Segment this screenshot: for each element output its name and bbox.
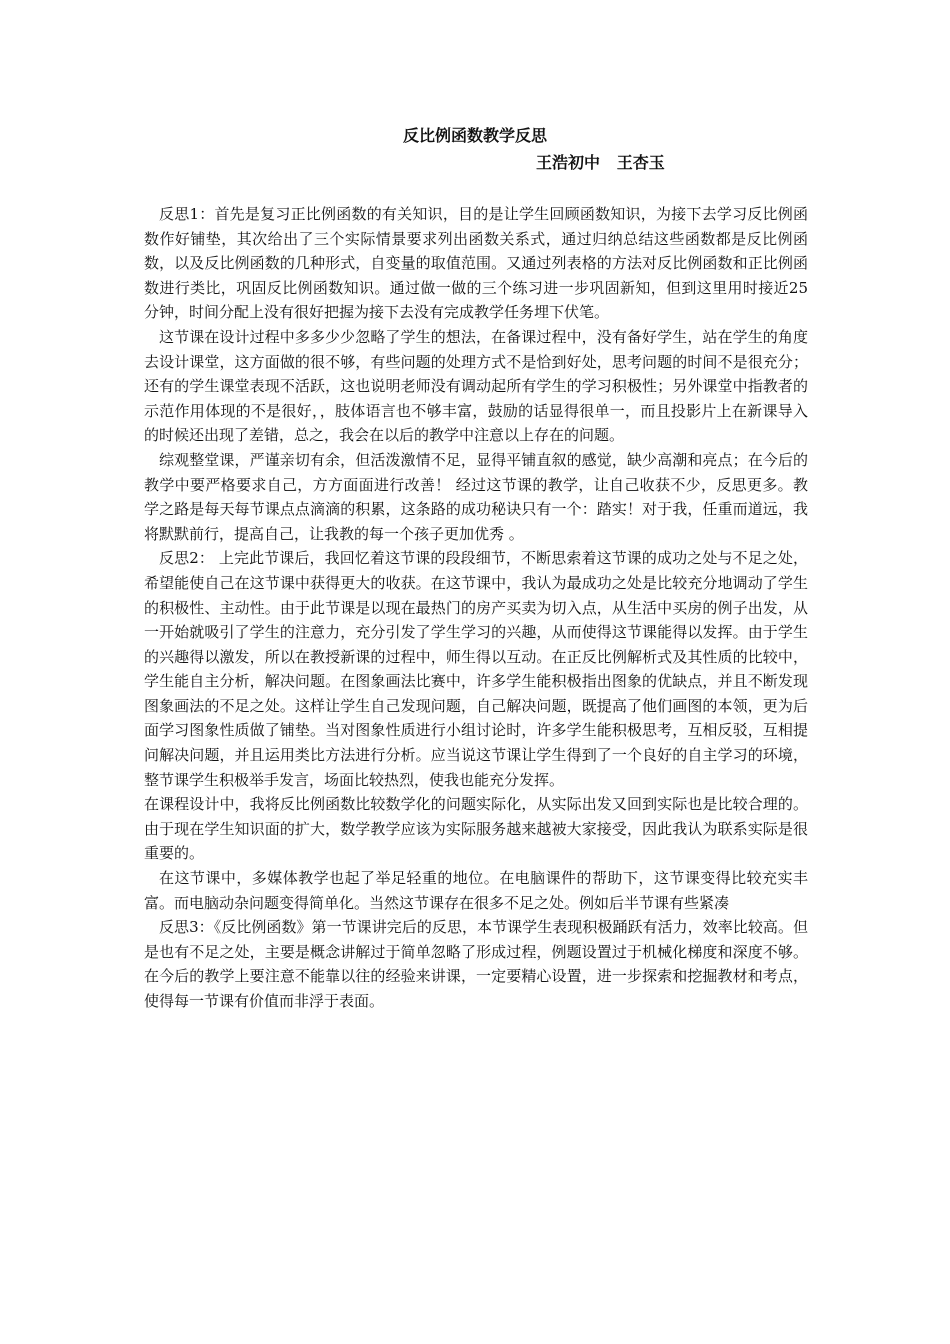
paragraph-6: 在这节课中，多媒体教学也起了举足轻重的地位。在电脑课件的帮助下，这节课变得比较充实丰富。而电脑动杂问题变得简单化。当然这节课存在很多不足之处。例如后半节课有些紧凑 <box>144 869 808 912</box>
paragraph-3: 综观整堂课，严谨亲切有余，但活泼激情不足，显得平铺直叙的感觉，缺少高潮和亮点；在今后的教学中要严格要求自己，方方面面进行改善！ 经过这节课的教学，让自己收获不少，反思更多。教学之路是每天每节课点点滴滴的积累，这条路的成功秘诀只有一个：踏实！对于我，任重而道远，我将默默前行，提高自己，让我教的每一个孩子更加优秀 。 <box>144 450 808 543</box>
document-title: 反比例函数教学反思 <box>402 126 547 145</box>
paragraph-7: 反思3：《反比例函数》第一节课讲完后的反思，本节课学生表现积极踊跃有活力，效率比较高。但是也有不足之处，主要是概念讲解过于简单忽略了形成过程，例题设置过于机械化梯度和深度不够。在今后的教学上要注意不能靠以往的经验来讲课，一定要精心设置，进一步探索和挖掘教材和考点，使得每一节课有价值而非浮于表面。 <box>144 918 808 1010</box>
paragraph-2: 这节课在设计过程中多多少少忽略了学生的想法，在备课过程中，没有备好学生，站在学生的角度去设计课堂，这方面做的很不够，有些问题的处理方式不是恰到好处，思考问题的时间不是很充分；还有的学生课堂表现不活跃，这也说明老师没有调动起所有学生的学习积极性；另外课堂中指教者的示范作用体现的不是很好，，肢体语言也不够丰富，鼓励的话显得很单一，而且投影片上在新课导入的时候还出现了差错，总之，我会在以后的教学中注意以上存在的问题。 <box>144 327 808 445</box>
paragraph-4: 反思2： 上完此节课后，我回忆着这节课的段段细节，不断思索着这节课的成功之处与不足之处，希望能使自己在这节课中获得更大的收获。在这节课中，我认为最成功之处是比较充分地调动了学生的积极性、主动性。由于此节课是以现在最热门的房产买卖为切入点，从生活中买房的例子出发，从一开始就吸引了学生的注意力，充分引发了学生学习的兴趣，从而使得这节课能得以发挥。由于学生的兴趣得以激发，所以在教授新课的过程中，师生得以互动。在正反比例解析式及其性质的比较中，学生能自主分析，解决问题。在图象画法比赛中，许多学生能积极指出图象的优缺点，并且不断发现图象画法的不足之处。这样让学生自己发现问题，自己解决问题，既提高了他们画图的本领，更为后面学习图象性质做了铺垫。当对图象性质进行小组讨论时，许多学生能积极思考，互相反驳，互相提问解决问题，并且运用类比方法进行分析。应当说这节课让学生得到了一个良好的自主学习的环境，整节课学生积极举手发言，场面比较热烈，使我也能充分发挥。 <box>144 549 808 789</box>
document-author: 王浩初中 王杏玉 <box>536 153 665 172</box>
document-body <box>144 202 808 1014</box>
paragraph-1: 反思1：首先是复习正比例函数的有关知识，目的是让学生回顾函数知识，为接下去学习反比例函数作好铺垫，其次给出了三个实际情景要求列出函数关系式，通过归纳总结这些函数都是反比例函数，以及反比例函数的几种形式，自变量的取值范围。又通过列表格的方法对反比例函数和正比例函数进行类比，巩固反比例函数知识。通过做一做的三个练习进一步巩固新知，但到这里用时接近25分钟，时间分配上没有很好把握为接下去没有完成教学任务埋下伏笔。 <box>144 205 808 322</box>
paragraph-5: 在课程设计中，我将反比例函数比较数学化的问题实际化，从实际出发又回到实际也是比较合理的。由于现在学生知识面的扩大，数学教学应该为实际服务越来越被大家接受，因此我认为联系实际是很重要的。 <box>144 795 808 863</box>
